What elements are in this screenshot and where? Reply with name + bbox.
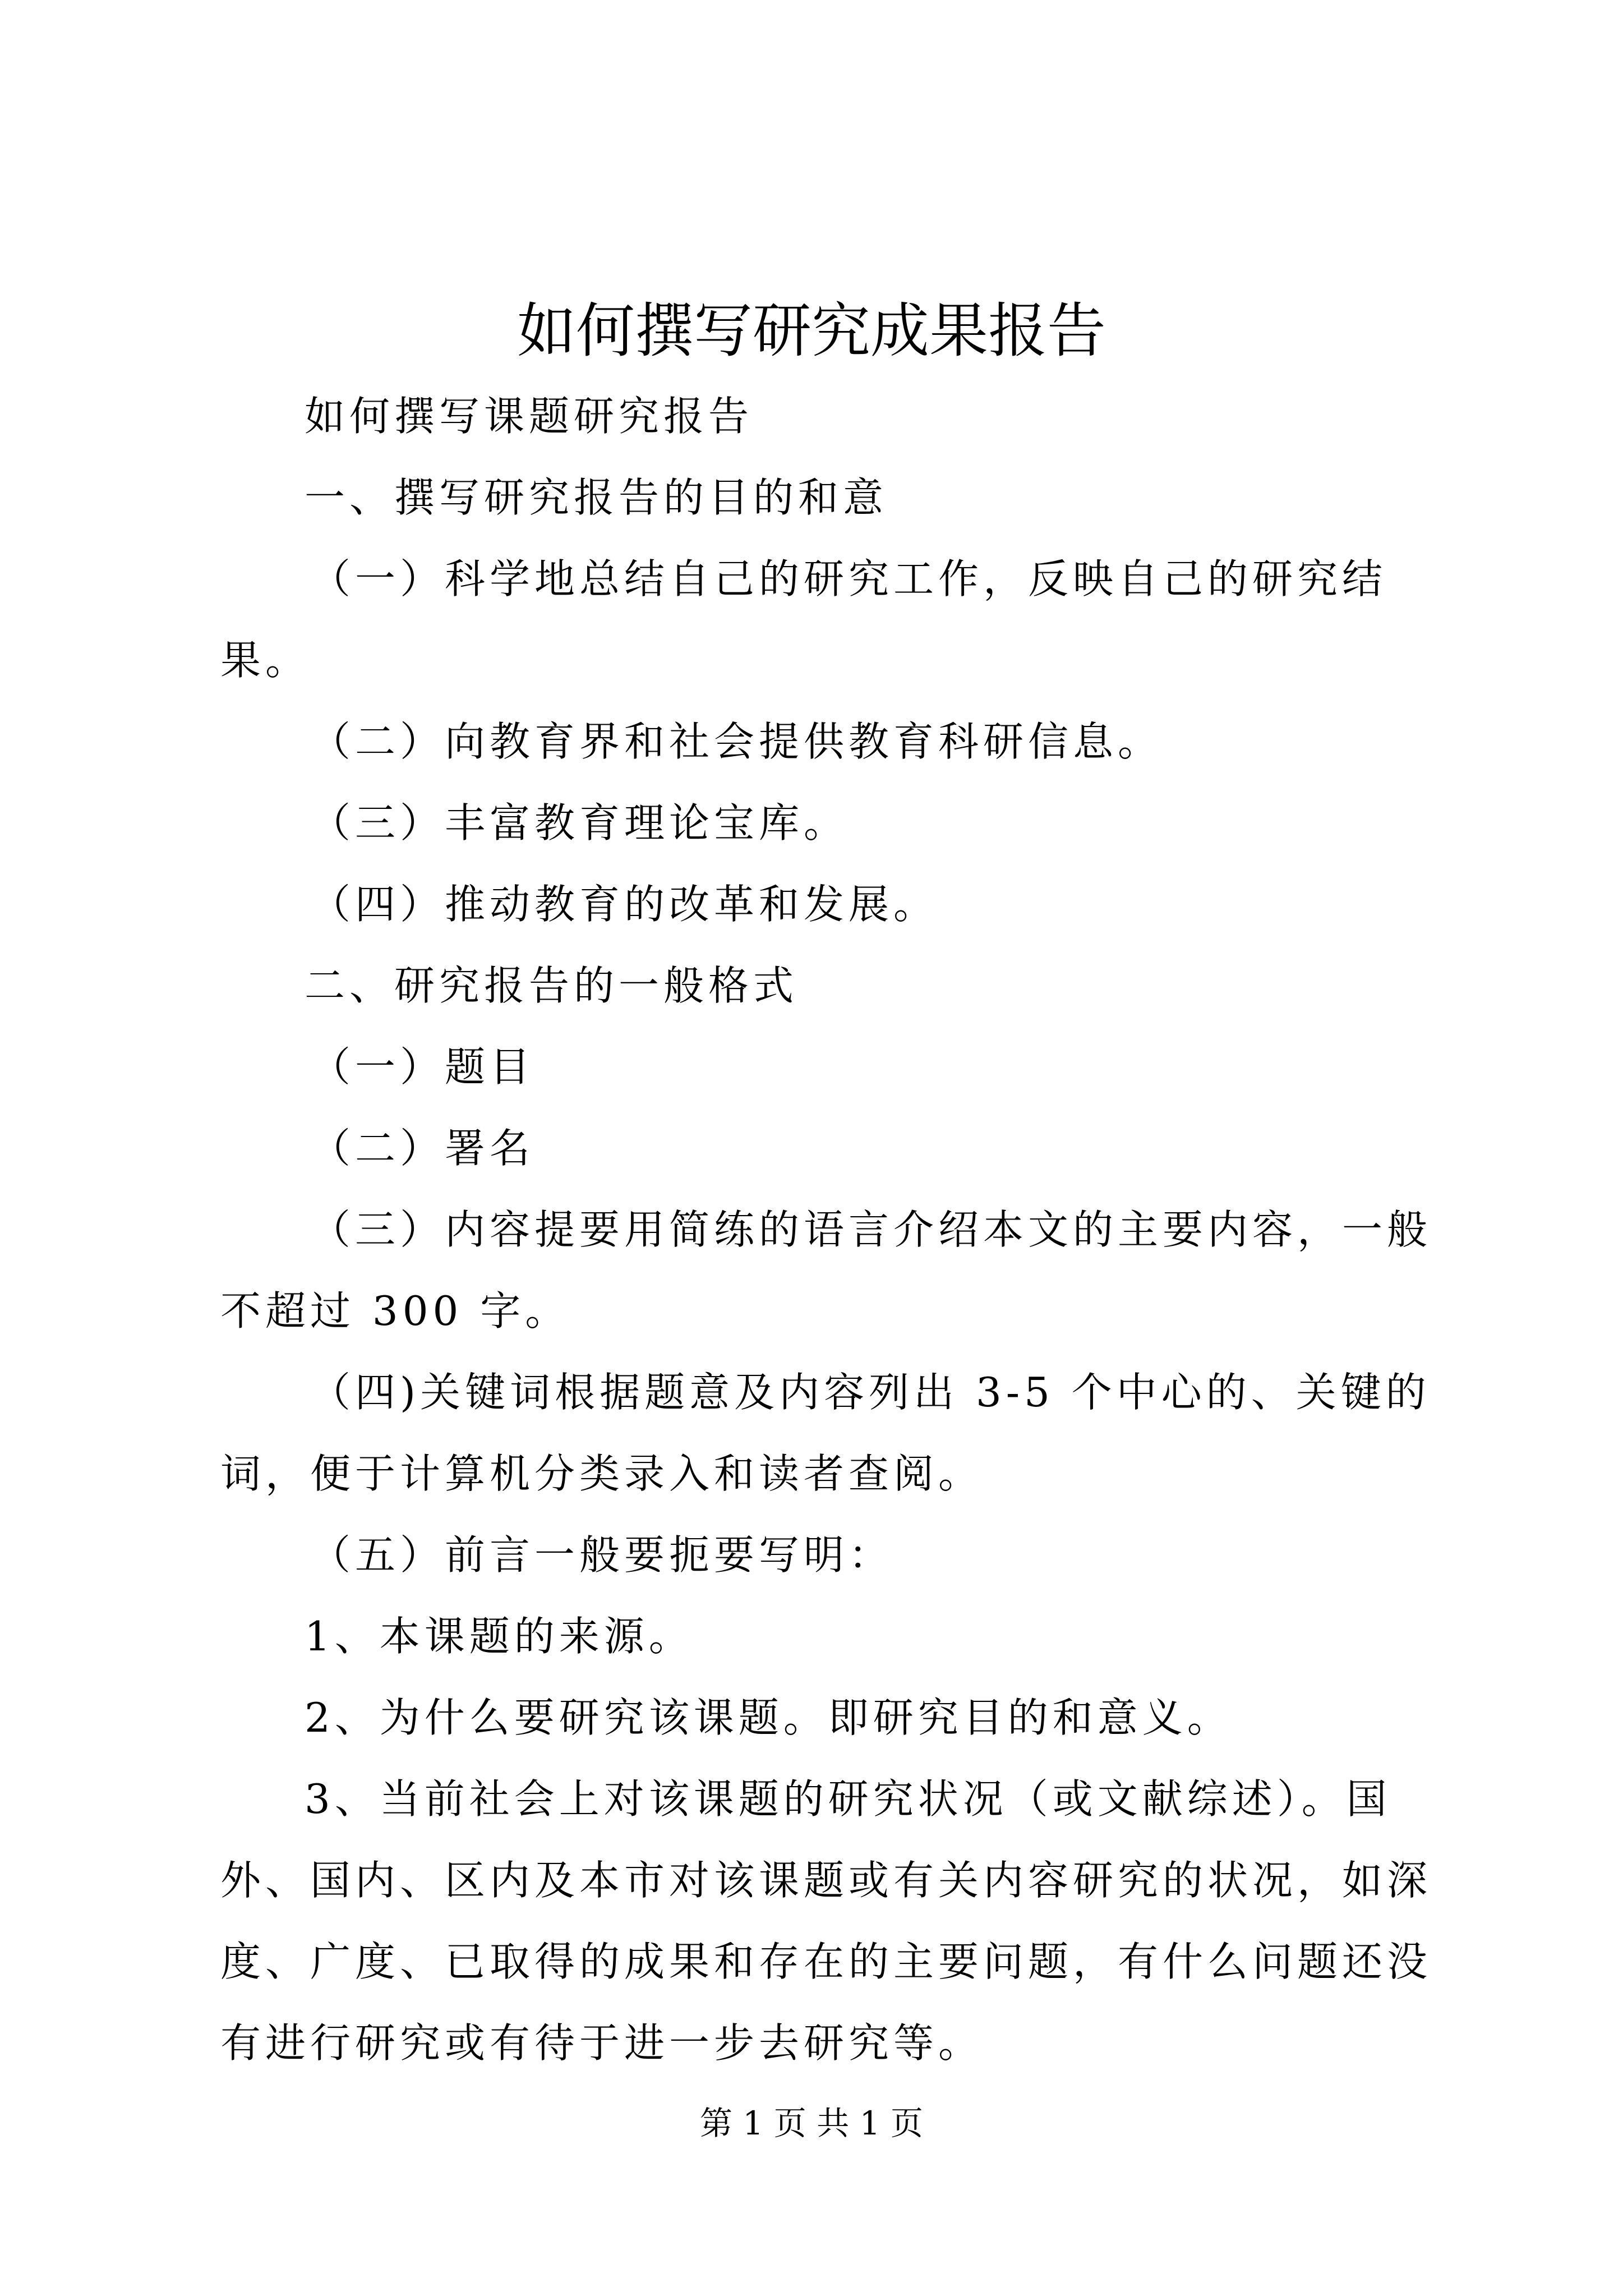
- paragraph-purpose-2: （二）向教育界和社会提供教育科研信息。: [310, 718, 1163, 765]
- paragraph-format-abstract: （三）内容提要用简练的语言介绍本文的主要内容，一般不超过 300 字。: [220, 1206, 1432, 1335]
- paragraph-preface-item-3: 3、当前社会上对该课题的研究状况（或文献综述）。国外、国内、区内及本市对该课题或有关内容研究的状况，如深度、广度、已取得的成果和存在的主要问题，有什么问题还没有进行研究或有待于进一步去研究等。: [220, 1775, 1432, 2067]
- paragraph-subtitle: 如何撰写课题研究报告: [305, 393, 754, 440]
- page-footer: 第 1 页 共 1 页: [700, 2104, 923, 2142]
- paragraph-section-2-heading: 二、研究报告的一般格式: [305, 962, 799, 1009]
- paragraph-preface-item-2: 2、为什么要研究该课题。即研究目的和意义。: [305, 1694, 1232, 1741]
- paragraph-format-preface: （五）前言一般要扼要写明：: [310, 1531, 894, 1579]
- paragraph-format-author: （二）署名: [310, 1125, 535, 1172]
- paragraph-section-1-heading: 一、撰写研究报告的目的和意: [305, 474, 888, 521]
- document-title: 如何撰写研究成果报告: [517, 297, 1106, 365]
- paragraph-purpose-3: （三）丰富教育理论宝库。: [310, 799, 849, 846]
- paragraph-preface-item-1: 1、本课题的来源。: [305, 1613, 694, 1660]
- document-body: [220, 376, 1432, 2084]
- paragraph-format-keywords: （四)关键词根据题意及内容列出 3-5 个中心的、关键的词，便于计算机分类录入和读者查阅。: [220, 1369, 1431, 1497]
- paragraph-purpose-1: （一）科学地总结自己的研究工作，反映自己的研究结果。: [220, 555, 1387, 684]
- paragraph-purpose-4: （四）推动教育的改革和发展。: [310, 881, 939, 928]
- paragraph-format-title: （一）题目: [310, 1043, 535, 1091]
